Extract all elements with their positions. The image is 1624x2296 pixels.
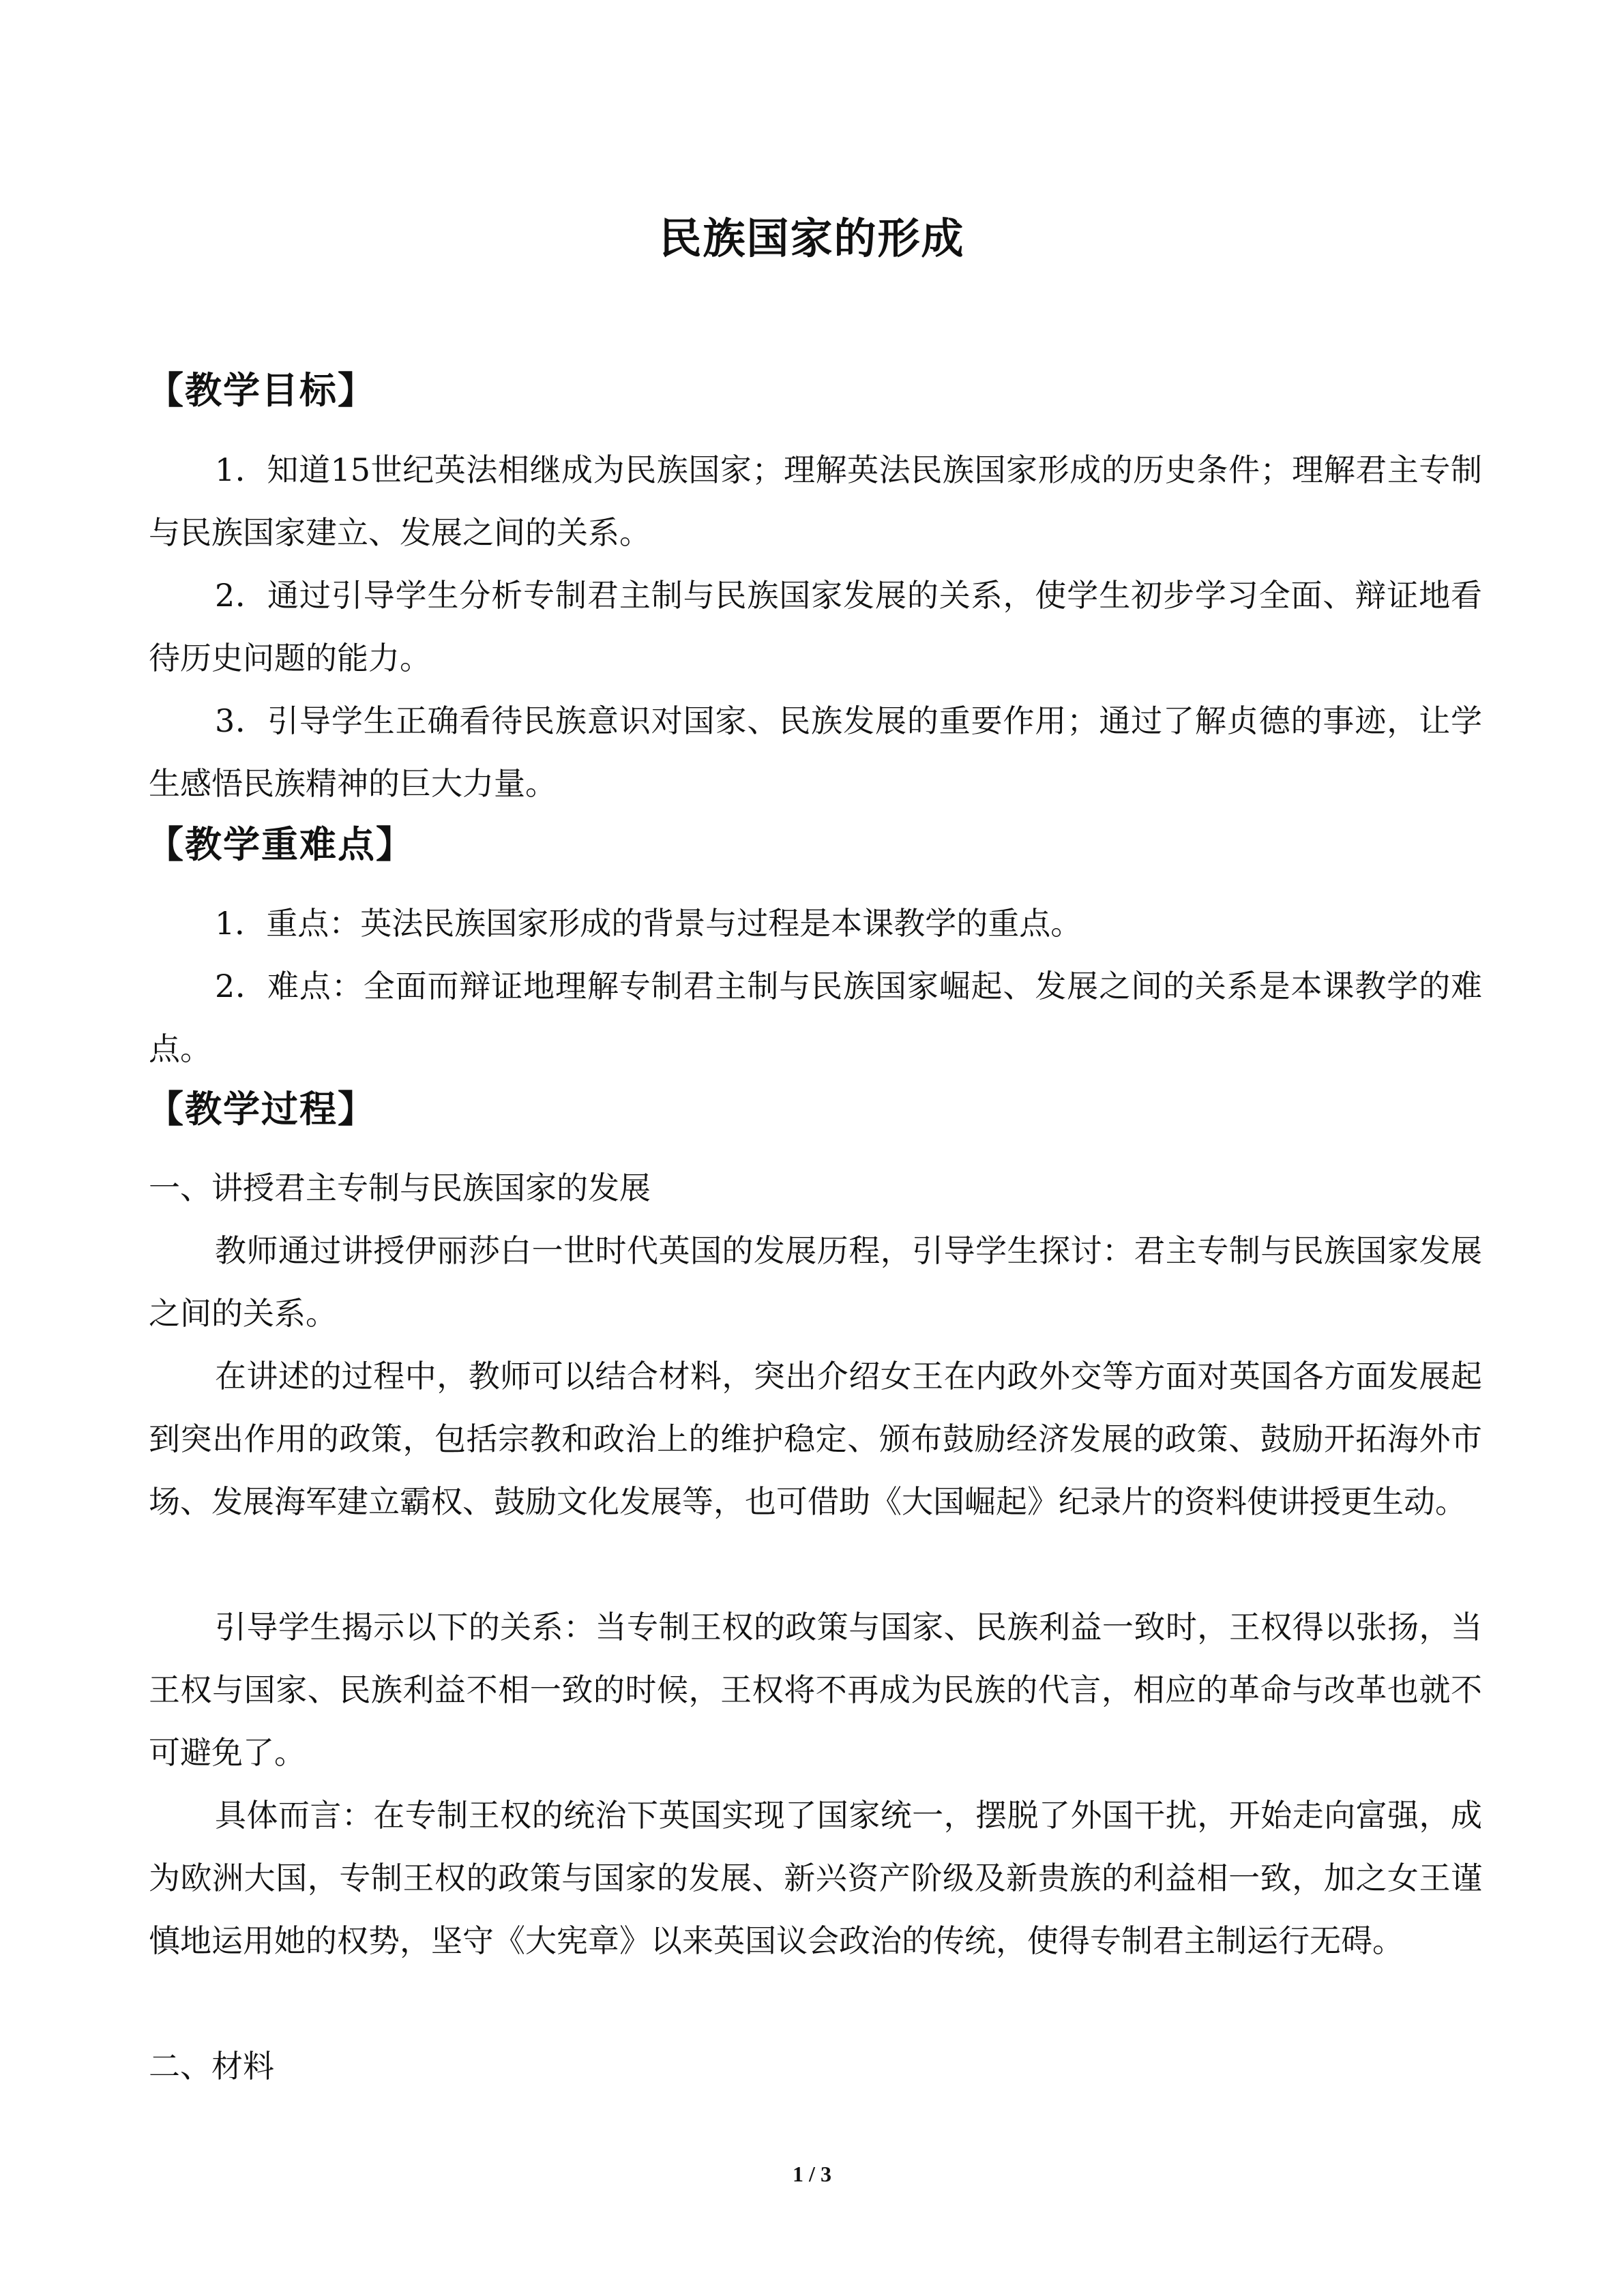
process-paragraph-2: 在讲述的过程中，教师可以结合材料，突出介绍女王在内政外交等方面对英国各方面发展起到突出作用的政策，包括宗教和政治上的维护稳定、颁布鼓励经济发展的政策、鼓励开拓海外市场、发展海军建立霸权、鼓励文化发展等，也可借助《大国崛起》纪录片的资料使讲授更生动。 — [149, 1358, 1482, 1520]
section-heading-key-points: 【教学重难点】 — [147, 823, 414, 866]
section-heading-process: 【教学过程】 — [147, 1088, 376, 1131]
process-paragraph-3: 引导学生揭示以下的关系：当专制王权的政策与国家、民族利益一致时，王权得以张扬，当王权与国家、民族利益不相一致的时候，王权将不再成为民族的代言，相应的革命与改革也就不可避免了。 — [149, 1609, 1482, 1771]
page-number: 1 / 3 — [793, 2162, 831, 2186]
objective-item-3: 3．引导学生正确看待民族意识对国家、民族发展的重要作用；通过了解贞德的事迹，让学生感悟民族精神的巨大力量。 — [149, 702, 1482, 802]
process-paragraph-1: 教师通过讲授伊丽莎白一世时代英国的发展历程，引导学生探讨：君主专制与民族国家发展之间的关系。 — [149, 1232, 1482, 1332]
document-title: 民族国家的形成 — [659, 213, 965, 263]
process-part2-title: 二、材料 — [149, 2048, 274, 2085]
objective-item-2: 2．通过引导学生分析专制君主制与民族国家发展的关系，使学生初步学习全面、辩证地看待历史问题的能力。 — [149, 577, 1482, 676]
process-part1-title: 一、讲授君主专制与民族国家的发展 — [149, 1169, 651, 1206]
process-paragraph-4: 具体而言：在专制王权的统治下英国实现了国家统一，摆脱了外国干扰，开始走向富强，成为欧洲大国，专制王权的政策与国家的发展、新兴资产阶级及新贵族的利益相一致，加之女王谨慎地运用她的权势，坚守《大宪章》以来英国议会政治的传统，使得专制君主制运行无碍。 — [149, 1797, 1482, 1959]
key-point-item-2: 2．难点：全面而辩证地理解专制君主制与民族国家崛起、发展之间的关系是本课教学的难点。 — [149, 968, 1482, 1067]
section-heading-objectives: 【教学目标】 — [147, 369, 376, 412]
objective-item-1: 1．知道15世纪英法相继成为民族国家；理解英法民族国家形成的历史条件；理解君主专制与民族国家建立、发展之间的关系。 — [149, 451, 1482, 551]
key-point-item-1: 1．重点：英法民族国家形成的背景与过程是本课教学的重点。 — [215, 905, 1082, 942]
